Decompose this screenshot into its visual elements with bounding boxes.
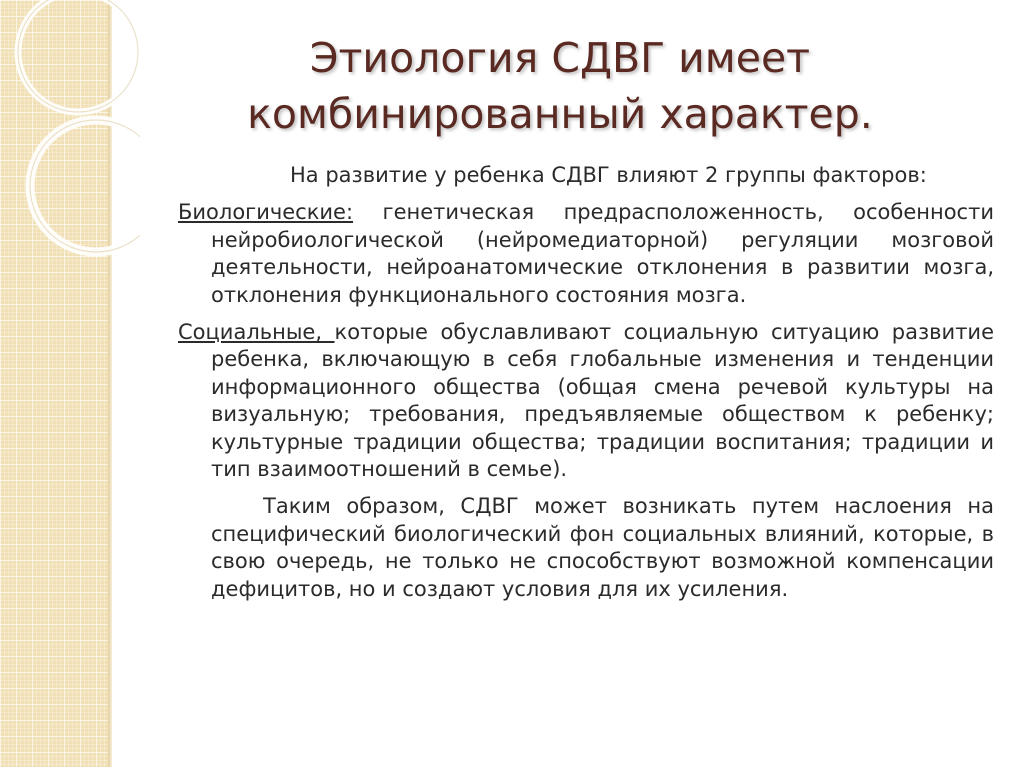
social-term: Социальные,: [178, 320, 335, 345]
slide-title-line-1: Этиология СДВГ имеет: [309, 34, 811, 82]
biological-term: Биологические:: [178, 200, 354, 225]
slide-title: [150, 30, 970, 142]
biological-text: генетическая предрасположенность, особенности нейробиологической (нейромедиаторной) регуляции мозговой деятельности, нейроанатомические отклонения в развитии мозга, отклонения функционального состояния мозга.: [211, 200, 994, 307]
social-text: которые обуславливают социальную ситуацию развитие ребенка, включающую в себя глобальные изменения и тенденции информационного общества (общая смена речевой культуры на визуальную; требования, предъявляемые обществом к ребенку; культурные традиции общества; традиции воспитания; традиции и тип взаимоотношений в семье).: [211, 320, 995, 482]
conclusion-paragraph: Таким образом, СДВГ может возникать путем наслоения на специфический биологический фон социальных влияний, которые, в свою очередь, не только не способствуют возможной компенсации дефицитов, но и создают условия для их усиления.: [211, 494, 994, 601]
social-factors-paragraph: [178, 319, 994, 483]
intro-text: На развитие у ребенка СДВГ влияют 2 группы факторов:: [290, 163, 927, 187]
slide-body: [178, 162, 994, 603]
decorative-rings-icon: [0, 0, 140, 280]
biological-factors-paragraph: [178, 199, 994, 309]
slide-title-line-2: комбинированный характер.: [247, 90, 873, 138]
